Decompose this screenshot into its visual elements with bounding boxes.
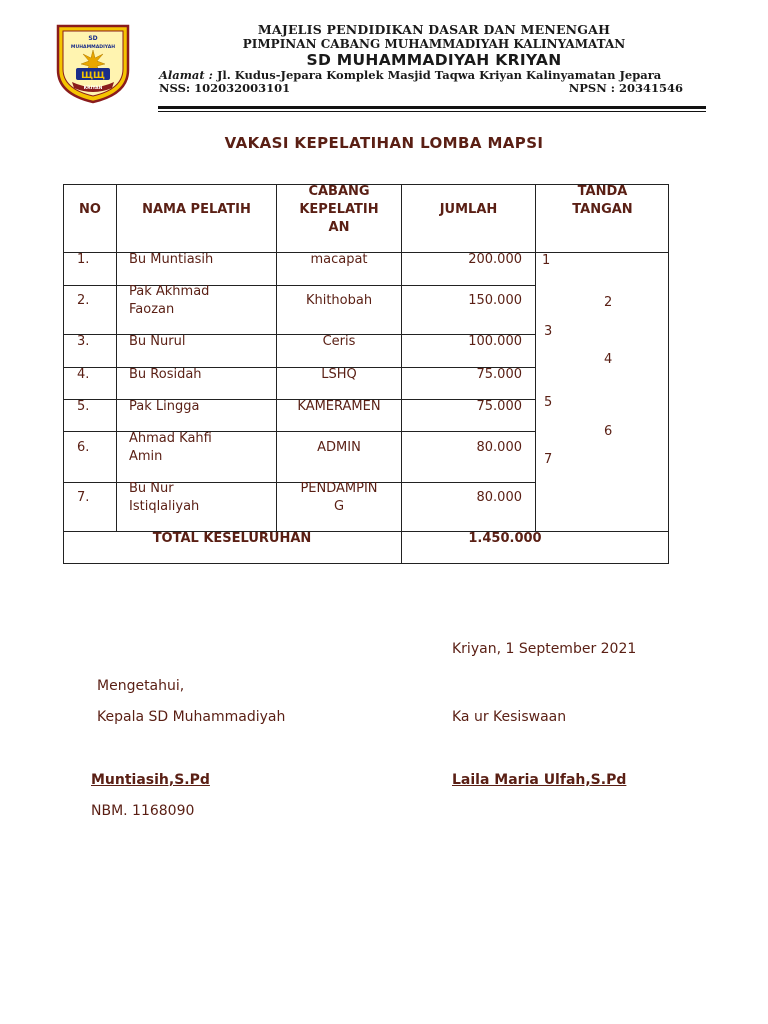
svg-text:ЩЩ: ЩЩ bbox=[81, 71, 105, 81]
right-signer-name: Laila Maria Ulfah,S.Pd bbox=[452, 772, 627, 788]
row-number: 4. bbox=[77, 367, 90, 382]
trainer-name: Pak Akhmad bbox=[129, 284, 210, 299]
total-value: 1.450.000 bbox=[468, 531, 542, 546]
column-divider bbox=[116, 184, 117, 532]
header-no: NO bbox=[79, 202, 101, 217]
column-divider bbox=[535, 184, 536, 532]
logo-top-text: SD bbox=[88, 35, 98, 42]
header-trainer-name: NAMA PELATIH bbox=[142, 202, 251, 217]
total-label: TOTAL KESELURUHAN bbox=[152, 531, 312, 546]
trainer-amount: 75.000 bbox=[476, 367, 522, 382]
honorarium-table bbox=[63, 184, 669, 564]
letterhead-address bbox=[159, 68, 707, 82]
letterhead-school-name: SD MUHAMMADIYAH KRIYAN bbox=[306, 51, 562, 69]
signature-slot: 1 bbox=[542, 253, 551, 268]
table-border bbox=[668, 184, 669, 564]
row-number: 2. bbox=[77, 293, 90, 308]
trainer-name: Ahmad Kahfi bbox=[129, 431, 212, 446]
header-branch-line2: KEPELATIH bbox=[299, 202, 379, 217]
signature-slot: 7 bbox=[544, 452, 553, 467]
trainer-name: Bu Nurul bbox=[129, 334, 186, 349]
left-signer-id: NBM. 1168090 bbox=[91, 803, 195, 819]
trainer-name-cont: Istiqlaliyah bbox=[129, 499, 200, 514]
trainer-name: Bu Muntiasih bbox=[129, 252, 214, 267]
letterhead-ids bbox=[159, 81, 683, 95]
acknowledged-label: Mengetahui, bbox=[97, 678, 185, 694]
trainer-branch: Khithobah bbox=[305, 293, 373, 308]
place-date: Kriyan, 1 September 2021 bbox=[452, 641, 637, 657]
header-branch-line1: CABANG bbox=[308, 184, 370, 199]
nss-number: NSS: 102032003101 bbox=[159, 81, 291, 95]
table-border bbox=[63, 184, 64, 564]
header-branch-line3: AN bbox=[328, 220, 350, 235]
trainer-name: Bu Rosidah bbox=[129, 367, 202, 382]
logo-arc-text: MUHAMMADIYAH bbox=[70, 45, 116, 50]
trainer-amount: 75.000 bbox=[476, 399, 522, 414]
trainer-name-cont: Faozan bbox=[129, 302, 175, 317]
trainer-branch: macapat bbox=[310, 252, 368, 267]
header-signature-line1: TANDA bbox=[577, 184, 628, 199]
row-number: 7. bbox=[77, 490, 90, 505]
left-signer-name: Muntiasih,S.Pd bbox=[91, 772, 210, 788]
logo-bottom-text: KRIYAN bbox=[83, 86, 103, 91]
letterhead-rule-thick bbox=[158, 106, 706, 109]
table-border bbox=[63, 563, 669, 564]
trainer-branch: PENDAMPIN bbox=[300, 481, 378, 496]
trainer-branch: Ceris bbox=[322, 334, 356, 349]
letterhead bbox=[52, 18, 708, 114]
trainer-amount: 80.000 bbox=[476, 440, 522, 455]
right-signer-role: Ka ur Kesiswaan bbox=[452, 709, 567, 725]
signature-slot: 6 bbox=[604, 424, 613, 439]
school-logo-icon bbox=[54, 22, 132, 104]
row-number: 5. bbox=[77, 399, 90, 414]
trainer-branch-cont: G bbox=[333, 499, 345, 514]
trainer-name: Bu Nur bbox=[129, 481, 174, 496]
trainer-amount: 200.000 bbox=[468, 252, 522, 267]
row-number: 6. bbox=[77, 440, 90, 455]
trainer-amount: 100.000 bbox=[468, 334, 522, 349]
trainer-branch: LSHQ bbox=[321, 367, 357, 382]
signature-slot: 5 bbox=[544, 395, 553, 410]
letterhead-rule-thin bbox=[158, 111, 706, 112]
address-label: Alamat : bbox=[159, 68, 213, 82]
address-text: Jl. Kudus-Jepara Komplek Masjid Taqwa Kriyan Kalinyamatan Jepara bbox=[216, 68, 662, 82]
row-number: 3. bbox=[77, 334, 90, 349]
letterhead-council: MAJELIS PENDIDIKAN DASAR DAN MENENGAH bbox=[257, 22, 611, 37]
row-number: 1. bbox=[77, 252, 90, 267]
npsn-number: NPSN : 20341546 bbox=[568, 81, 683, 95]
signature-slot: 3 bbox=[544, 324, 553, 339]
signature-slot: 2 bbox=[604, 295, 613, 310]
page-title: VAKASI KEPELATIHAN LOMBA MAPSI bbox=[224, 134, 544, 152]
trainer-name: Pak Lingga bbox=[129, 399, 200, 414]
header-amount: JUMLAH bbox=[439, 202, 498, 217]
trainer-amount: 80.000 bbox=[476, 490, 522, 505]
trainer-amount: 150.000 bbox=[468, 293, 522, 308]
left-signer-role: Kepala SD Muhammadiyah bbox=[97, 709, 286, 725]
trainer-branch: KAMERAMEN bbox=[297, 399, 381, 414]
header-signature-line2: TANGAN bbox=[572, 202, 633, 217]
trainer-branch: ADMIN bbox=[317, 440, 361, 455]
trainer-name-cont: Amin bbox=[129, 449, 163, 464]
signature-slot: 4 bbox=[604, 352, 613, 367]
letterhead-branch: PIMPINAN CABANG MUHAMMADIYAH KALINYAMATAN bbox=[242, 37, 626, 51]
